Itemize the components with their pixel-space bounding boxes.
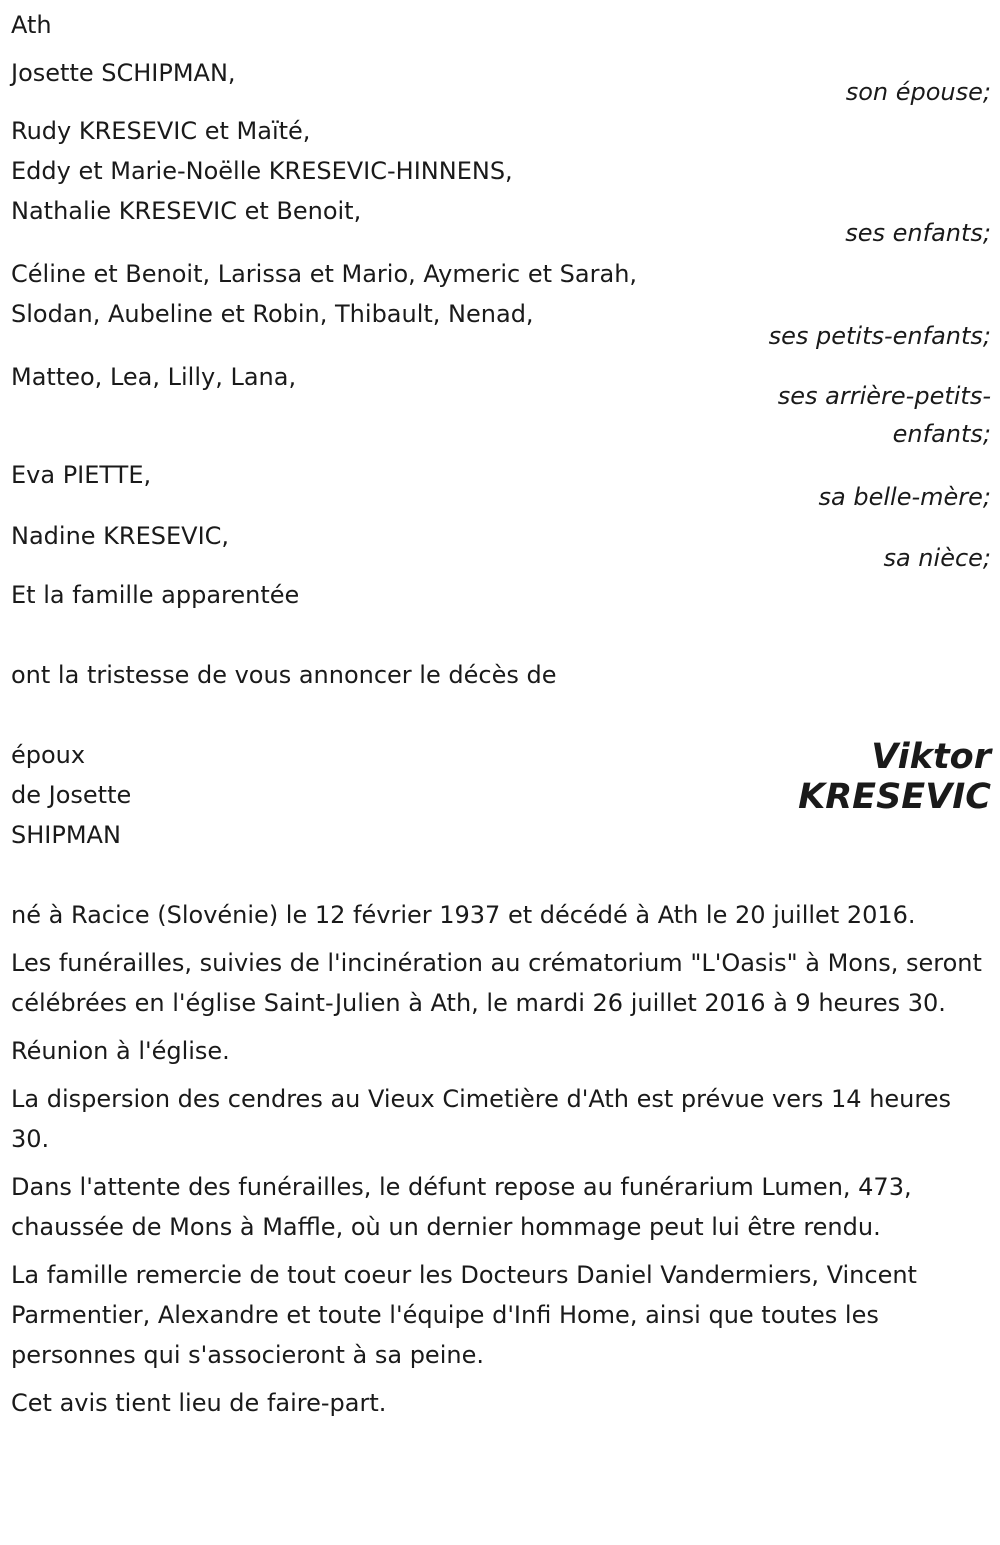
announcement: ont la tristesse de vous annoncer le décès de — [11, 661, 557, 689]
deceased-row — [11, 735, 991, 855]
spouse-of-line: de Josette — [11, 781, 132, 809]
great-grandchildren-block — [11, 357, 991, 453]
great-grandchild-name: Matteo, Lea, Lilly, Lana, — [11, 363, 297, 391]
spouse-of — [11, 735, 131, 855]
deceased-first-name: Viktor — [871, 737, 991, 777]
grandchildren-block — [11, 254, 991, 355]
deceased-last-name: KRESEVIC — [798, 777, 991, 817]
niece-relation: sa nièce; — [883, 544, 991, 572]
grandchildren-relation: ses petits-enfants; — [768, 322, 991, 350]
grandchild-name: Slodan, Aubeline et Robin, Thibault, Nenad, — [11, 300, 534, 328]
child-name: Eddy et Marie-Noëlle KRESEVIC-HINNENS, — [11, 157, 513, 185]
mother-in-law-relation: sa belle-mère; — [818, 483, 991, 511]
extended-family: Et la famille apparentée — [11, 581, 300, 609]
location: Ath — [11, 11, 52, 39]
niece-block — [11, 516, 991, 577]
spouse-block — [11, 53, 991, 111]
spouse-name: Josette SCHIPMAN, — [11, 59, 236, 87]
spouse-relation: son épouse; — [845, 78, 991, 106]
ashes-paragraph: La dispersion des cendres au Vieux Cimetière d'Ath est prévue vers 14 heures 30. — [11, 1085, 951, 1153]
niece-name: Nadine KRESEVIC, — [11, 522, 230, 550]
birth-death-paragraph: né à Racice (Slovénie) le 12 février 1937 et décédé à Ath le 20 juillet 2016. — [11, 901, 916, 929]
death-notice — [11, 5, 991, 1431]
spouse-of-line: époux — [11, 741, 86, 769]
grandchild-name: Céline et Benoit, Larissa et Mario, Aymeric et Sarah, — [11, 260, 638, 288]
deceased-name — [798, 737, 991, 817]
child-name: Nathalie KRESEVIC et Benoit, — [11, 197, 362, 225]
visitation-paragraph: Dans l'attente des funérailles, le défunt repose au funérarium Lumen, 473, chaussée de Mons à Maffle, où un dernier hommage peut lui être rendu. — [11, 1173, 912, 1241]
funeral-paragraph: Les funérailles, suivies de l'incinération au crématorium "L'Oasis" à Mons, seront célébrées en l'église Saint-Julien à Ath, le mardi 26 juillet 2016 à 9 heures 30. — [11, 949, 982, 1017]
great-grandchildren-relation-2: enfants; — [892, 420, 991, 448]
notice-body — [11, 895, 986, 1423]
great-grandchildren-relation-1: ses arrière-petits- — [777, 382, 991, 410]
closing-paragraph: Cet avis tient lieu de faire-part. — [11, 1389, 387, 1417]
meeting-paragraph: Réunion à l'église. — [11, 1037, 230, 1065]
child-name: Rudy KRESEVIC et Maïté, — [11, 117, 311, 145]
spouse-of-line: SHIPMAN — [11, 821, 121, 849]
mother-in-law-name: Eva PIETTE, — [11, 461, 152, 489]
mother-in-law-block — [11, 455, 991, 516]
children-block — [11, 111, 991, 252]
children-relation: ses enfants; — [845, 219, 991, 247]
thanks-paragraph: La famille remercie de tout coeur les Docteurs Daniel Vandermiers, Vincent Parmentier, Alexandre et toute l'équipe d'Infi Home, ainsi que toutes les personnes qui s'associeront à sa peine. — [11, 1261, 917, 1369]
